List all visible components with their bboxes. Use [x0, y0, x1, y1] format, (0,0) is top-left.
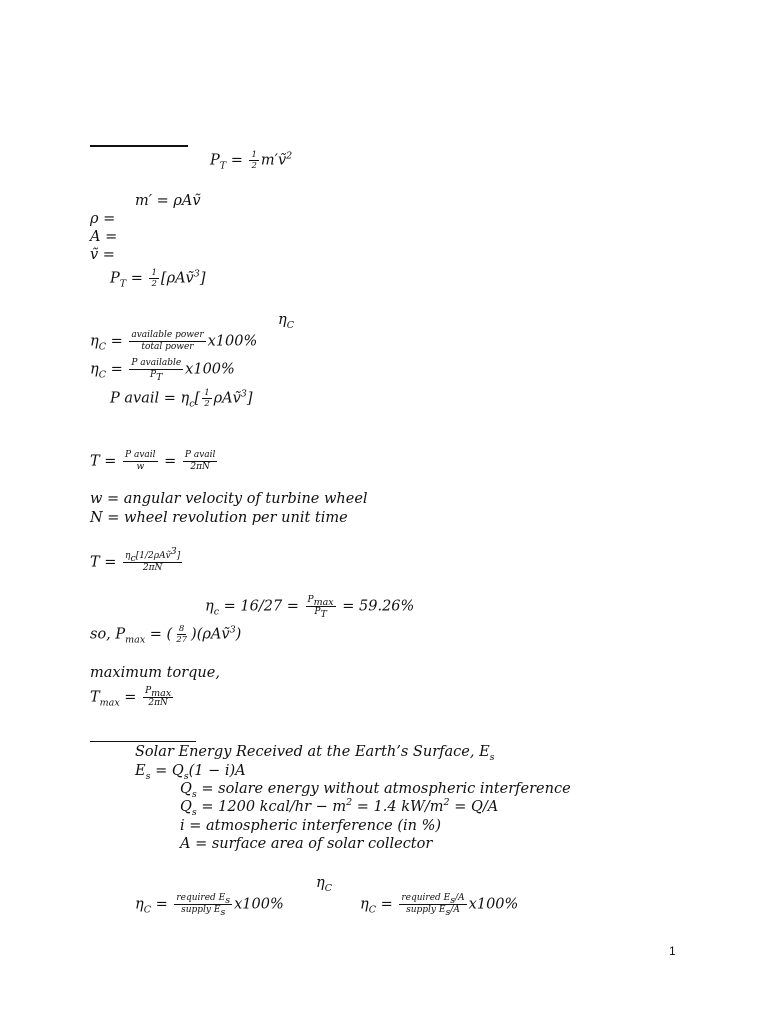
fraction: $\frac{1}{2}$	[251, 150, 257, 171]
fraction: $\frac{P_{max}}{2\pi N}$	[145, 686, 172, 708]
fraction: $\frac{\text{P available}}{P_T}$	[131, 358, 182, 383]
fraction: $\frac{8}{27}$	[176, 624, 188, 645]
collector-area-definition: A = surface area of solar collector	[180, 836, 433, 852]
total-power-equation: $P_T$ = $\frac{1}{2}$ [ρAṽ$^3$]	[110, 268, 206, 290]
betz-limit-equation: $\eta_c = 16/27$ = $\frac{P_{max}}{P_T}$ = 59.26%	[205, 595, 415, 620]
fraction: $\frac{\text{available power}}{\text{total power}}$	[131, 330, 204, 352]
solar-efficiency-equation-2: $\eta_C$ = $\frac{required E_s/A}{supply E_s/A}$ x100%	[360, 893, 519, 918]
max-torque-label: maximum torque,	[90, 665, 220, 681]
turbine-power-equation: $P_T$ = $\frac{1}{2}$ m′ṽ$^2$	[210, 150, 293, 172]
wheel-revolution-definition: N = wheel revolution per unit time	[90, 510, 348, 526]
solar-efficiency-equation-1: $\eta_C$ = $\frac{required E_s}{supply E_s}$ x100%	[135, 893, 284, 918]
interference-definition: i = atmospheric interference (in %)	[180, 818, 441, 834]
fraction: $\frac{required E_s}{supply E_s}$	[176, 893, 231, 918]
available-power-equation: P avail = $\eta_c$[ $\frac{1}{2}$ ρAṽ$^3$]	[110, 388, 253, 410]
qs-value: $Q_s = 1200$ kcal/hr − $m^2 = 1.4$ $kW/m^2 = Q/A$	[180, 797, 499, 818]
rho-definition: ρ =	[90, 211, 116, 227]
angular-velocity-definition: w = angular velocity of turbine wheel	[90, 491, 368, 507]
efficiency-equation-2: $\eta_C$ = $\frac{\text{P available}}{P_T}$ x100%	[90, 358, 235, 383]
efficiency-equation-1: $\eta_C$ = $\frac{\text{available power}}{\text{total power}}$ x100%	[90, 330, 258, 353]
horizontal-rule	[90, 741, 196, 742]
max-torque-equation: $T_{max}$ = $\frac{P_{max}}{2\pi N}$	[90, 686, 172, 709]
velocity-definition: ṽ =	[90, 247, 115, 263]
efficiency-symbol-heading-2: $\eta_C$	[316, 875, 332, 894]
fraction: $\frac{\text{P avail}}{2\pi N}$	[184, 450, 216, 472]
fraction: $\frac{\text{P avail}}{w}$	[125, 450, 156, 472]
torque-equation: T = $\frac{\text{P avail}}{w}$ = $\frac{\text{P avail}}{2\pi N}$	[90, 450, 216, 472]
page-number: 1	[669, 944, 676, 958]
fraction: $\frac{P_{max}}{P_T}$	[307, 595, 334, 620]
fraction: $\frac{1}{2}$	[204, 388, 210, 409]
mass-flow-equation: m′ = ρAṽ	[135, 193, 201, 209]
fraction: $\frac{1}{2}$	[151, 268, 157, 289]
qs-definition: $Q_s$ = solare energy without atmospheric interference	[180, 781, 571, 800]
fraction: $\frac{required E_s/A}{supply E_s/A}$	[401, 893, 465, 918]
area-definition: A =	[90, 229, 118, 245]
fraction: $\frac{\eta_c[1/2\rho Aṽ^3]}{2\pi N}$	[125, 546, 181, 573]
solar-energy-heading: Solar Energy Received at the Earth’s Surface, $E_s$	[135, 744, 495, 763]
solar-energy-equation: $E_s = Q_s(1 - i)A$	[135, 763, 246, 782]
efficiency-symbol-heading: $\eta_C$	[278, 312, 294, 331]
max-power-equation: so, $P_{max}$ = ( $\frac{8}{27}$ )(ρAṽ$^3$)	[90, 624, 242, 646]
horizontal-rule	[90, 145, 188, 147]
torque-expanded-equation: T = $\frac{\eta_c[1/2\rho Aṽ^3]}{2\pi N}$	[90, 546, 181, 573]
